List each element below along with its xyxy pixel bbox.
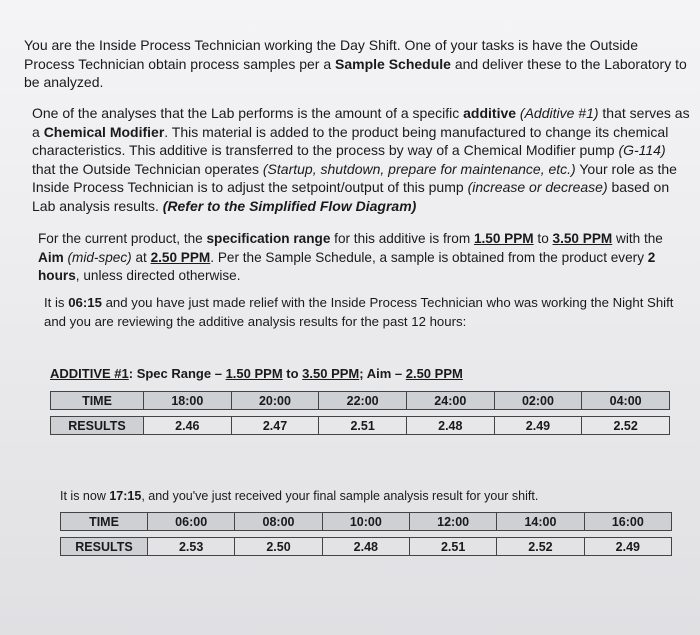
relief-paragraph — [44, 294, 692, 331]
text-span: and deliver these to the Laboratory to be analyzed. — [24, 55, 687, 90]
final-sample-note — [60, 489, 538, 503]
bold-italic-text: (Refer to the Simplified Flow Diagram) — [162, 197, 417, 214]
time-cell: 10:00 — [322, 513, 409, 531]
italic-text: (Additive #1) — [516, 105, 599, 121]
table-spacer — [61, 531, 672, 538]
text-span: to — [533, 231, 553, 246]
spec-low-value: 1.50 PPM — [225, 366, 283, 381]
text-span: based on Lab analysis results. — [32, 179, 670, 214]
italic-text: (Startup, shutdown, prepare for maintenance, etc.) — [262, 160, 576, 177]
result-cell: 2.52 — [497, 538, 584, 556]
bold-text: additive — [463, 105, 517, 121]
text-span: and you have just made relief with the Inside Process Technician who was working the Night Shift and you are reviewing the additive analysis results for the past 12 hours: — [44, 295, 674, 329]
bold-text: Sample Schedule — [335, 55, 451, 72]
text-span: , and you've just received your final sample analysis result for your shift. — [141, 489, 539, 503]
text-span: that the Outside Technician operates — [32, 160, 263, 177]
result-cell: 2.49 — [584, 538, 671, 556]
result-cell: 2.51 — [319, 417, 407, 435]
bold-text: 2 hours — [38, 249, 656, 283]
spec-paragraph — [38, 230, 692, 286]
result-cell: 2.49 — [494, 417, 582, 435]
result-cell: 2.51 — [409, 538, 496, 556]
spec-high-value: 3.50 PPM — [302, 366, 360, 381]
result-cell: 2.52 — [582, 417, 670, 435]
text-span: at — [131, 249, 151, 265]
text-span: . Per the Sample Schedule, a sample is obtained from the product every — [210, 249, 648, 265]
table-row — [51, 417, 670, 435]
time-header-cell: TIME — [61, 513, 148, 531]
time-cell: 06:00 — [148, 513, 235, 531]
bold-text: 06:15 — [68, 295, 102, 310]
time-cell: 20:00 — [231, 392, 319, 410]
text-span: to — [282, 366, 303, 381]
intro-paragraph — [24, 36, 689, 92]
time-cell: 04:00 — [582, 392, 670, 410]
result-cell: 2.48 — [322, 538, 409, 556]
time-cell: 08:00 — [235, 513, 322, 531]
bold-text: Chemical Modifier — [43, 123, 165, 140]
result-cell: 2.47 — [231, 417, 319, 435]
result-cell: 2.53 — [148, 538, 235, 556]
result-cell: 2.48 — [406, 417, 494, 435]
text-span: One of the analyses that the Lab performs is the amount of a specific — [32, 105, 464, 121]
time-cell: 12:00 — [409, 513, 496, 531]
time-cell: 18:00 — [144, 392, 232, 410]
day-shift-results-table — [60, 512, 672, 556]
spec-low-value: 1.50 PPM — [473, 231, 534, 246]
time-cell: 24:00 — [406, 392, 494, 410]
bold-text: specification range — [206, 231, 331, 246]
text-span: with the — [612, 231, 663, 246]
italic-text: (G-114) — [618, 142, 666, 158]
table-row — [51, 392, 670, 410]
text-span: : Spec Range – — [128, 366, 226, 381]
text-span: that serves as a — [32, 105, 690, 140]
aim-value: 2.50 PPM — [405, 366, 463, 381]
text-span: ; Aim – — [359, 366, 406, 381]
aim-value: 2.50 PPM — [150, 249, 211, 265]
spec-high-value: 3.50 PPM — [552, 231, 613, 246]
time-cell: 14:00 — [497, 513, 584, 531]
text-span: for this additive is from — [330, 231, 474, 246]
italic-text: (mid-spec) — [63, 249, 132, 265]
additive-paragraph — [32, 104, 692, 215]
italic-text: (increase or decrease) — [467, 179, 608, 195]
time-header-cell: TIME — [51, 392, 144, 410]
table-spacer — [51, 410, 670, 417]
result-cell: 2.46 — [144, 417, 232, 435]
text-span: It is now — [60, 489, 110, 503]
result-cell: 2.50 — [235, 538, 322, 556]
text-span: . This material is added to the product being manufactured to change its chemical characteristics. This additive is transferred to the process by way of a Chemical Modifier pump — [32, 123, 669, 158]
results-header-cell: RESULTS — [51, 417, 144, 435]
table-row — [61, 538, 672, 556]
table-title-label: ADDITIVE #1 — [50, 366, 129, 381]
results-header-cell: RESULTS — [61, 538, 148, 556]
time-cell: 02:00 — [494, 392, 582, 410]
text-span: Your role as the Inside Process Technician is to adjust the setpoint/output of this pump — [32, 160, 677, 195]
bold-text: 17:15 — [109, 489, 142, 503]
table-row — [61, 513, 672, 531]
table-title — [50, 366, 463, 381]
night-shift-results-table — [50, 391, 670, 435]
text-span: It is — [44, 295, 69, 310]
text-span: For the current product, the — [38, 231, 207, 246]
time-cell: 16:00 — [584, 513, 671, 531]
text-span: You are the Inside Process Technician working the Day Shift. One of your tasks is have the Outside Process Technician obtain process samples per a — [24, 37, 639, 72]
text-span: , unless directed otherwise. — [75, 268, 241, 283]
bold-text: Aim — [38, 249, 64, 265]
time-cell: 22:00 — [319, 392, 407, 410]
